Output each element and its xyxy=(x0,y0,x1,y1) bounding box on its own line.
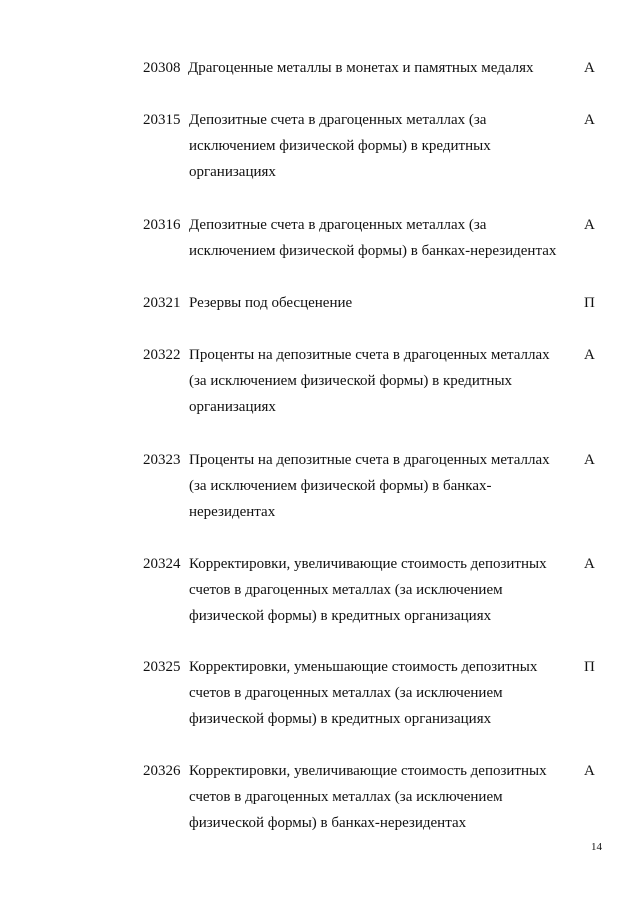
description-line: (за исключением физической формы) в банках- xyxy=(189,478,492,494)
account-description xyxy=(189,342,569,420)
account-code: 20315 xyxy=(143,112,181,128)
account-code: 20324 xyxy=(143,556,181,572)
account-description xyxy=(189,758,569,836)
account-type: А xyxy=(584,217,595,233)
account-type: А xyxy=(584,556,595,572)
description-line: физической формы) в кредитных организациях xyxy=(189,608,492,624)
account-type: А xyxy=(584,60,595,76)
description-line: организациях xyxy=(189,399,276,415)
description-line: Депозитные счета в драгоценных металлах (за xyxy=(189,217,487,233)
description-line: организациях xyxy=(189,164,276,180)
account-type: А xyxy=(584,112,595,128)
account-type: П xyxy=(584,659,595,675)
description-line: счетов в драгоценных металлах (за исключением xyxy=(189,685,503,701)
account-type: А xyxy=(584,763,595,779)
page-number: 14 xyxy=(591,841,602,853)
account-description xyxy=(189,107,569,185)
description-line: Резервы под обесценение xyxy=(189,295,353,311)
account-type: А xyxy=(584,452,595,468)
description-line: исключением физической формы) в кредитных xyxy=(189,138,491,154)
description-line: физической формы) в банках-нерезидентах xyxy=(189,815,467,831)
description-line: Депозитные счета в драгоценных металлах (за xyxy=(189,112,487,128)
account-description xyxy=(189,551,569,629)
account-description xyxy=(189,212,569,264)
description-line: исключением физической формы) в банках-нерезидентах xyxy=(189,243,557,259)
account-code: 20316 xyxy=(143,217,181,233)
account-description xyxy=(189,290,569,316)
description-line: Корректировки, увеличивающие стоимость депозитных xyxy=(189,763,547,779)
account-code: 20308 xyxy=(143,60,181,76)
description-line: нерезидентах xyxy=(189,504,276,520)
account-code: 20322 xyxy=(143,347,181,363)
account-code: 20321 xyxy=(143,295,181,311)
description-line: счетов в драгоценных металлах (за исключением xyxy=(189,582,503,598)
account-description xyxy=(189,654,569,732)
description-line: Проценты на депозитные счета в драгоценных металлах xyxy=(189,452,550,468)
description-line: счетов в драгоценных металлах (за исключением xyxy=(189,789,503,805)
description-line: (за исключением физической формы) в кредитных xyxy=(189,373,513,389)
account-code: 20326 xyxy=(143,763,181,779)
description-line: Корректировки, уменьшающие стоимость депозитных xyxy=(189,659,538,675)
account-type: А xyxy=(584,347,595,363)
account-code: 20325 xyxy=(143,659,181,675)
description-line: физической формы) в кредитных организациях xyxy=(189,711,492,727)
description-line: Проценты на депозитные счета в драгоценных металлах xyxy=(189,347,550,363)
account-type: П xyxy=(584,295,595,311)
account-description xyxy=(189,447,569,525)
description-line: Драгоценные металлы в монетах и памятных медалях xyxy=(188,60,534,76)
account-code: 20323 xyxy=(143,452,181,468)
description-line: Корректировки, увеличивающие стоимость депозитных xyxy=(189,556,547,572)
